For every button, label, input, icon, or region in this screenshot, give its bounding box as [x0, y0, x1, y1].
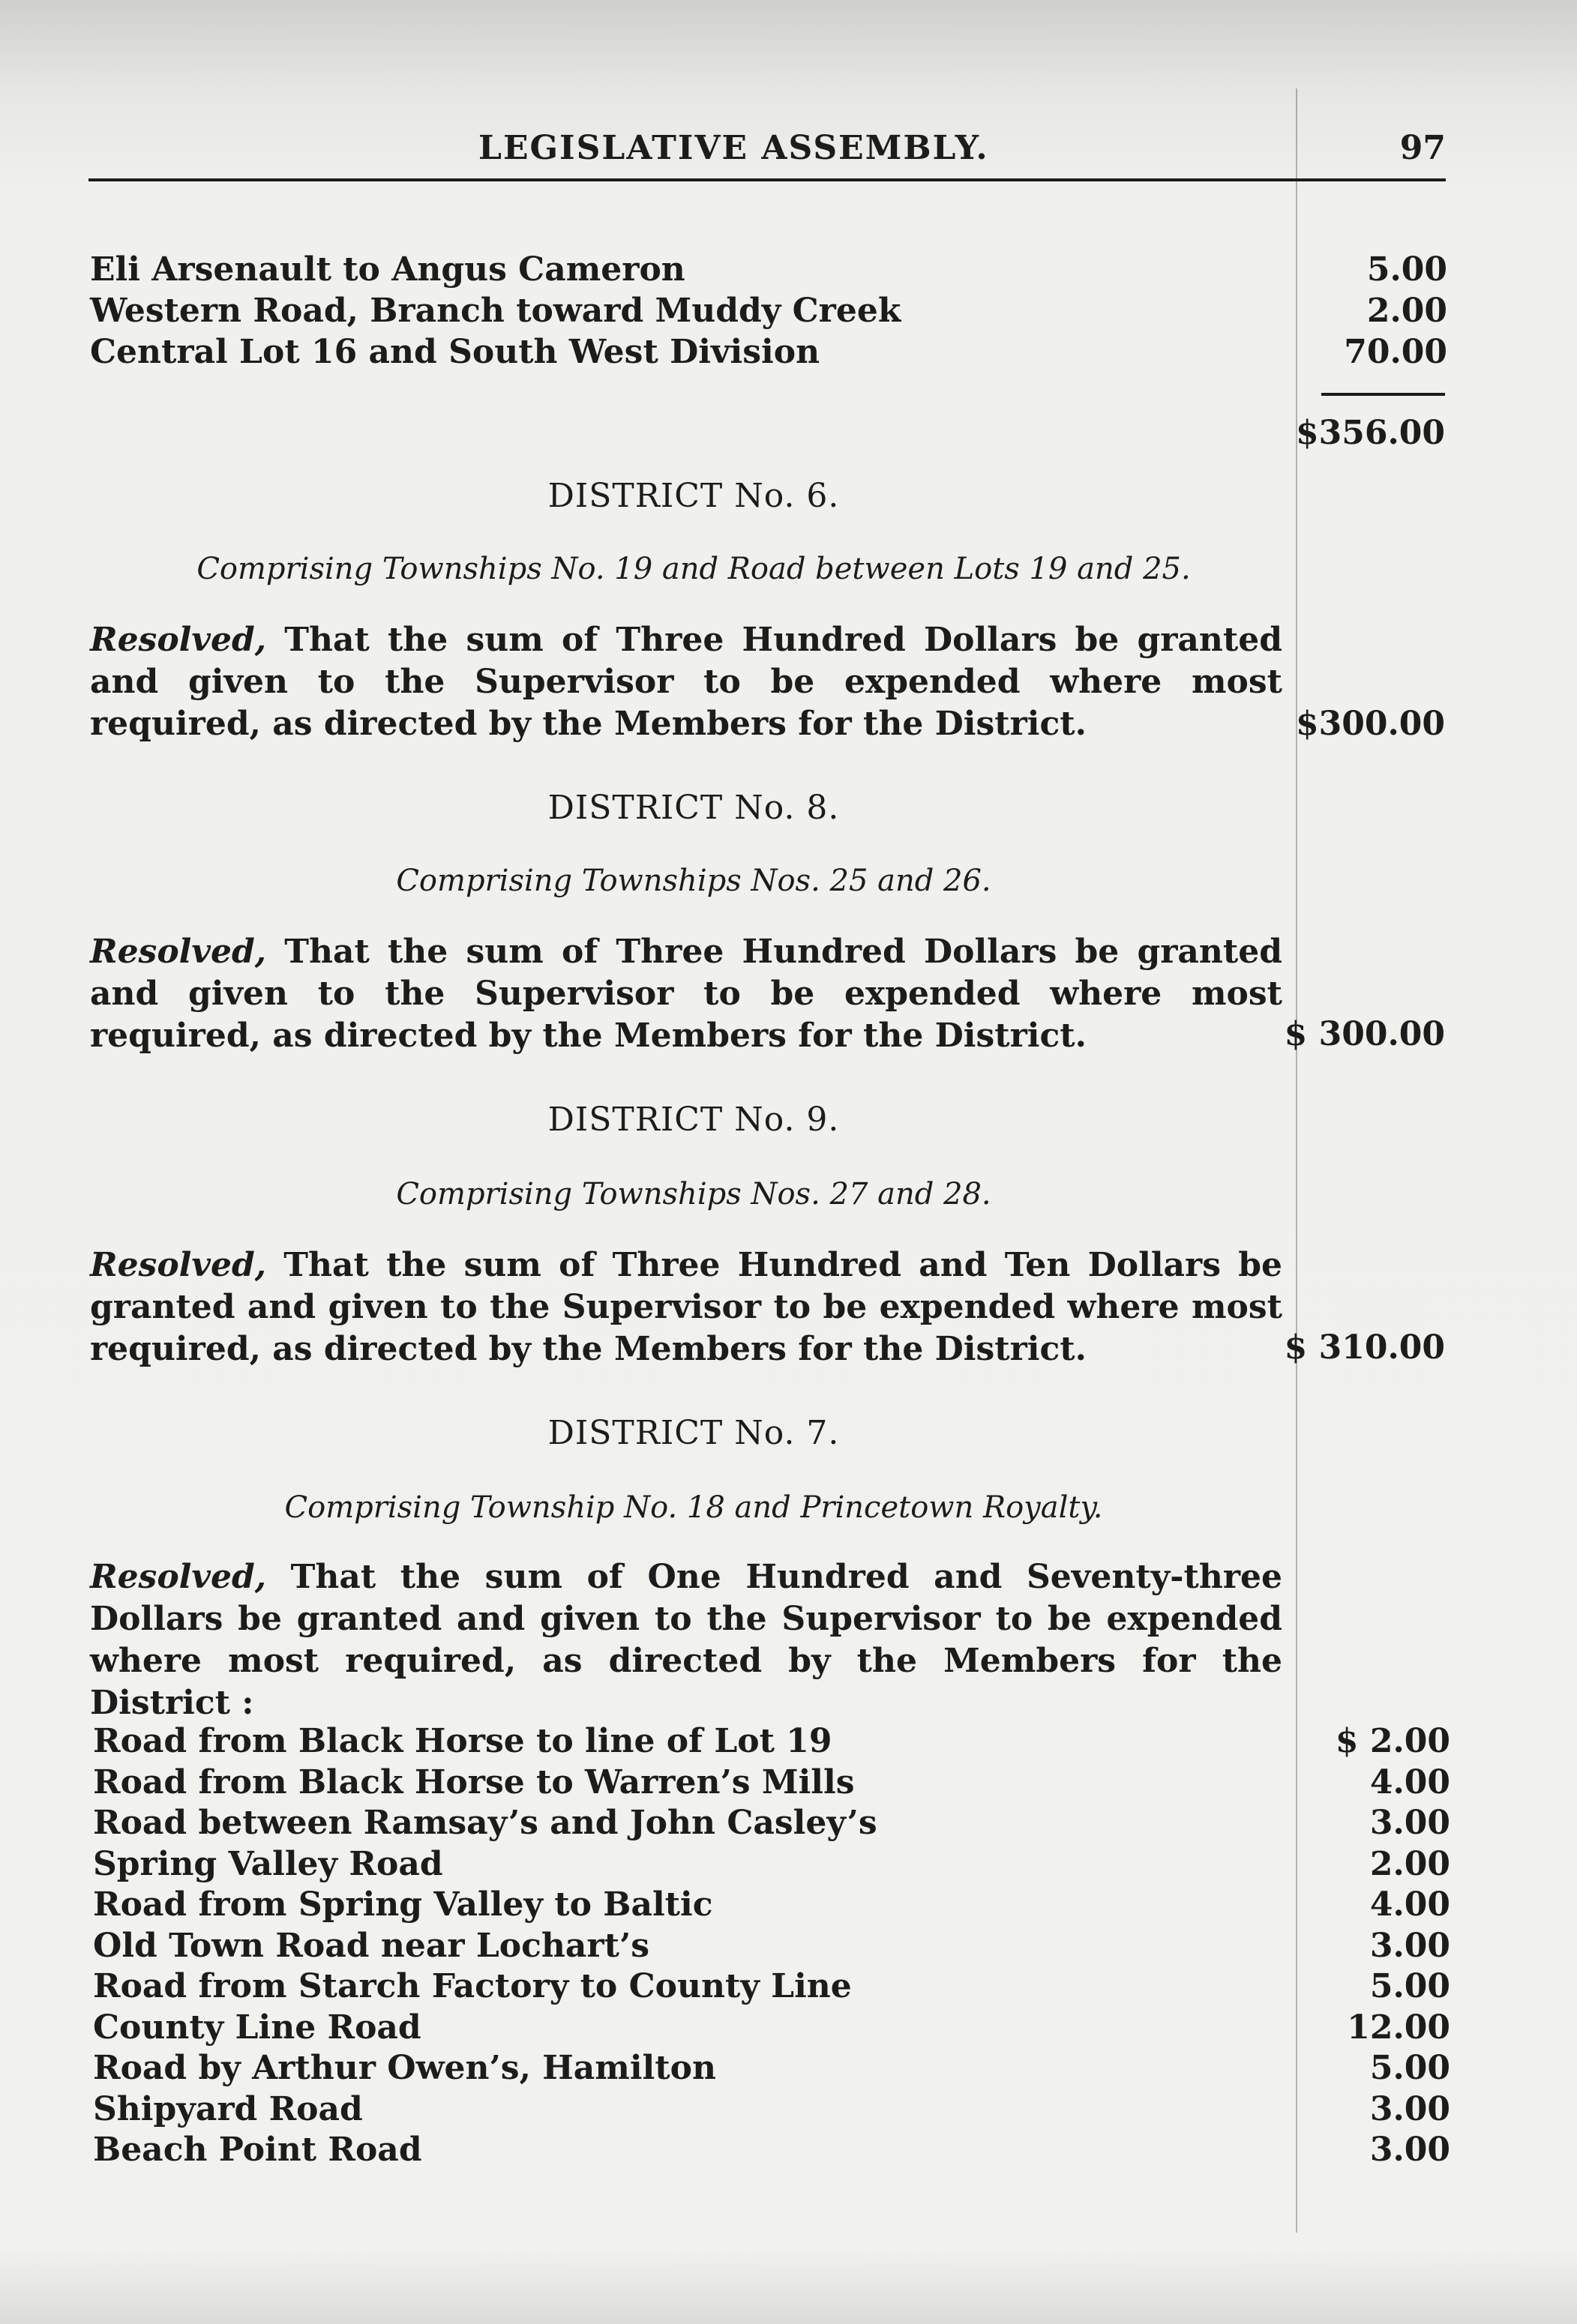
- item-label: Western Road, Branch toward Muddy Creek: [90, 292, 901, 330]
- resolution-amount: $ 300.00: [1284, 1015, 1445, 1053]
- resolved-word: Resolved,: [90, 621, 267, 659]
- item-label: Shipyard Road: [93, 2089, 363, 2128]
- item-amount: 12.00: [1347, 2008, 1450, 2047]
- list-item: [93, 1926, 1450, 1967]
- district-heading: DISTRICT No. 6.: [547, 477, 840, 515]
- running-title: LEGISLATIVE ASSEMBLY.: [478, 129, 989, 167]
- item-amount: 2.00: [1369, 1844, 1450, 1883]
- item-amount: 5.00: [1369, 2049, 1450, 2087]
- district-comprising: Comprising Townships No. 19 and Road between Lots 19 and 25.: [196, 552, 1191, 586]
- resolved-word: Resolved,: [90, 1558, 267, 1596]
- resolution-amount: $ 310.00: [1284, 1328, 1445, 1367]
- item-label: Beach Point Road: [93, 2131, 422, 2169]
- sum-rule: [1321, 393, 1445, 396]
- item-amount: 3.00: [1369, 2131, 1450, 2169]
- item-label: Old Town Road near Lochart’s: [93, 1926, 650, 1965]
- district-comprising: Comprising Townships Nos. 27 and 28.: [396, 1177, 991, 1211]
- resolution-text: That the sum of Three Hundred Dollars be granted and given to the Supervisor to be expended where most required, as directed by the Members for the District.: [90, 933, 1282, 1055]
- item-label: Road from Starch Factory to County Line: [93, 1967, 852, 2005]
- list-item: [93, 1803, 1450, 1844]
- district7-item-list: [93, 1721, 1450, 2171]
- district-comprising: Comprising Township No. 18 and Princetown Royalty.: [284, 1490, 1103, 1525]
- section-total: $356.00: [1295, 414, 1445, 452]
- item-label: Road from Black Horse to line of Lot 19: [93, 1722, 832, 1760]
- item-amount: 3.00: [1369, 1926, 1450, 1965]
- resolution-amount: $300.00: [1295, 705, 1445, 743]
- list-item: [90, 290, 1447, 332]
- resolved-word: Resolved,: [90, 933, 267, 971]
- item-amount: 5.00: [1366, 250, 1447, 289]
- item-amount: 4.00: [1369, 1885, 1450, 1924]
- resolution-text: That the sum of One Hundred and Seventy-three Dollars be granted and given to the Supervisor to be expended where most required, as directed by the Members for the District :: [90, 1558, 1282, 1722]
- item-label: County Line Road: [93, 2008, 421, 2047]
- resolution-paragraph: [90, 1556, 1282, 1724]
- item-amount: 2.00: [1366, 292, 1447, 330]
- item-amount: 70.00: [1344, 333, 1447, 371]
- page-header: [88, 126, 1446, 181]
- item-label: Road from Black Horse to Warren’s Mills: [93, 1762, 855, 1801]
- district-comprising: Comprising Townships Nos. 25 and 26.: [396, 864, 991, 898]
- district-heading: DISTRICT No. 9.: [547, 1101, 840, 1139]
- list-item: [93, 2089, 1450, 2131]
- item-label: Road between Ramsay’s and John Casley’s: [93, 1804, 877, 1842]
- resolution-paragraph: [90, 1244, 1282, 1370]
- list-item: [93, 1762, 1450, 1804]
- list-item: [90, 331, 1447, 373]
- item-label: Spring Valley Road: [93, 1844, 443, 1883]
- resolution-paragraph: [90, 931, 1282, 1057]
- district-heading: DISTRICT No. 8.: [547, 789, 840, 827]
- resolution-paragraph: [90, 619, 1282, 745]
- list-item: [93, 2048, 1450, 2089]
- list-item: [93, 1721, 1450, 1762]
- list-item: [93, 1966, 1450, 2008]
- list-item: [93, 2008, 1450, 2049]
- resolved-word: Resolved,: [90, 1246, 267, 1284]
- list-item: [93, 1885, 1450, 1926]
- item-amount: 3.00: [1369, 2089, 1450, 2128]
- item-amount: 5.00: [1369, 1967, 1450, 2005]
- item-amount: $ 2.00: [1335, 1722, 1450, 1760]
- item-label: Road from Spring Valley to Baltic: [93, 1885, 713, 1924]
- item-label: Central Lot 16 and South West Division: [90, 333, 820, 371]
- item-amount: 4.00: [1369, 1762, 1450, 1801]
- item-label: Eli Arsenault to Angus Cameron: [90, 250, 685, 289]
- list-item: [93, 1844, 1450, 1885]
- resolution-text: That the sum of Three Hundred and Ten Dollars be granted and given to the Supervisor to be expended where most required, as directed by the Members for the District.: [90, 1246, 1282, 1368]
- district-heading: DISTRICT No. 7.: [547, 1414, 840, 1452]
- item-label: Road by Arthur Owen’s, Hamilton: [93, 2049, 716, 2087]
- page-number: 97: [1399, 129, 1446, 167]
- item-amount: 3.00: [1369, 1804, 1450, 1842]
- list-item: [90, 249, 1447, 291]
- list-item: [93, 2130, 1450, 2171]
- resolution-text: That the sum of Three Hundred Dollars be granted and given to the Supervisor to be expended where most required, as directed by the Members for the District.: [90, 621, 1282, 743]
